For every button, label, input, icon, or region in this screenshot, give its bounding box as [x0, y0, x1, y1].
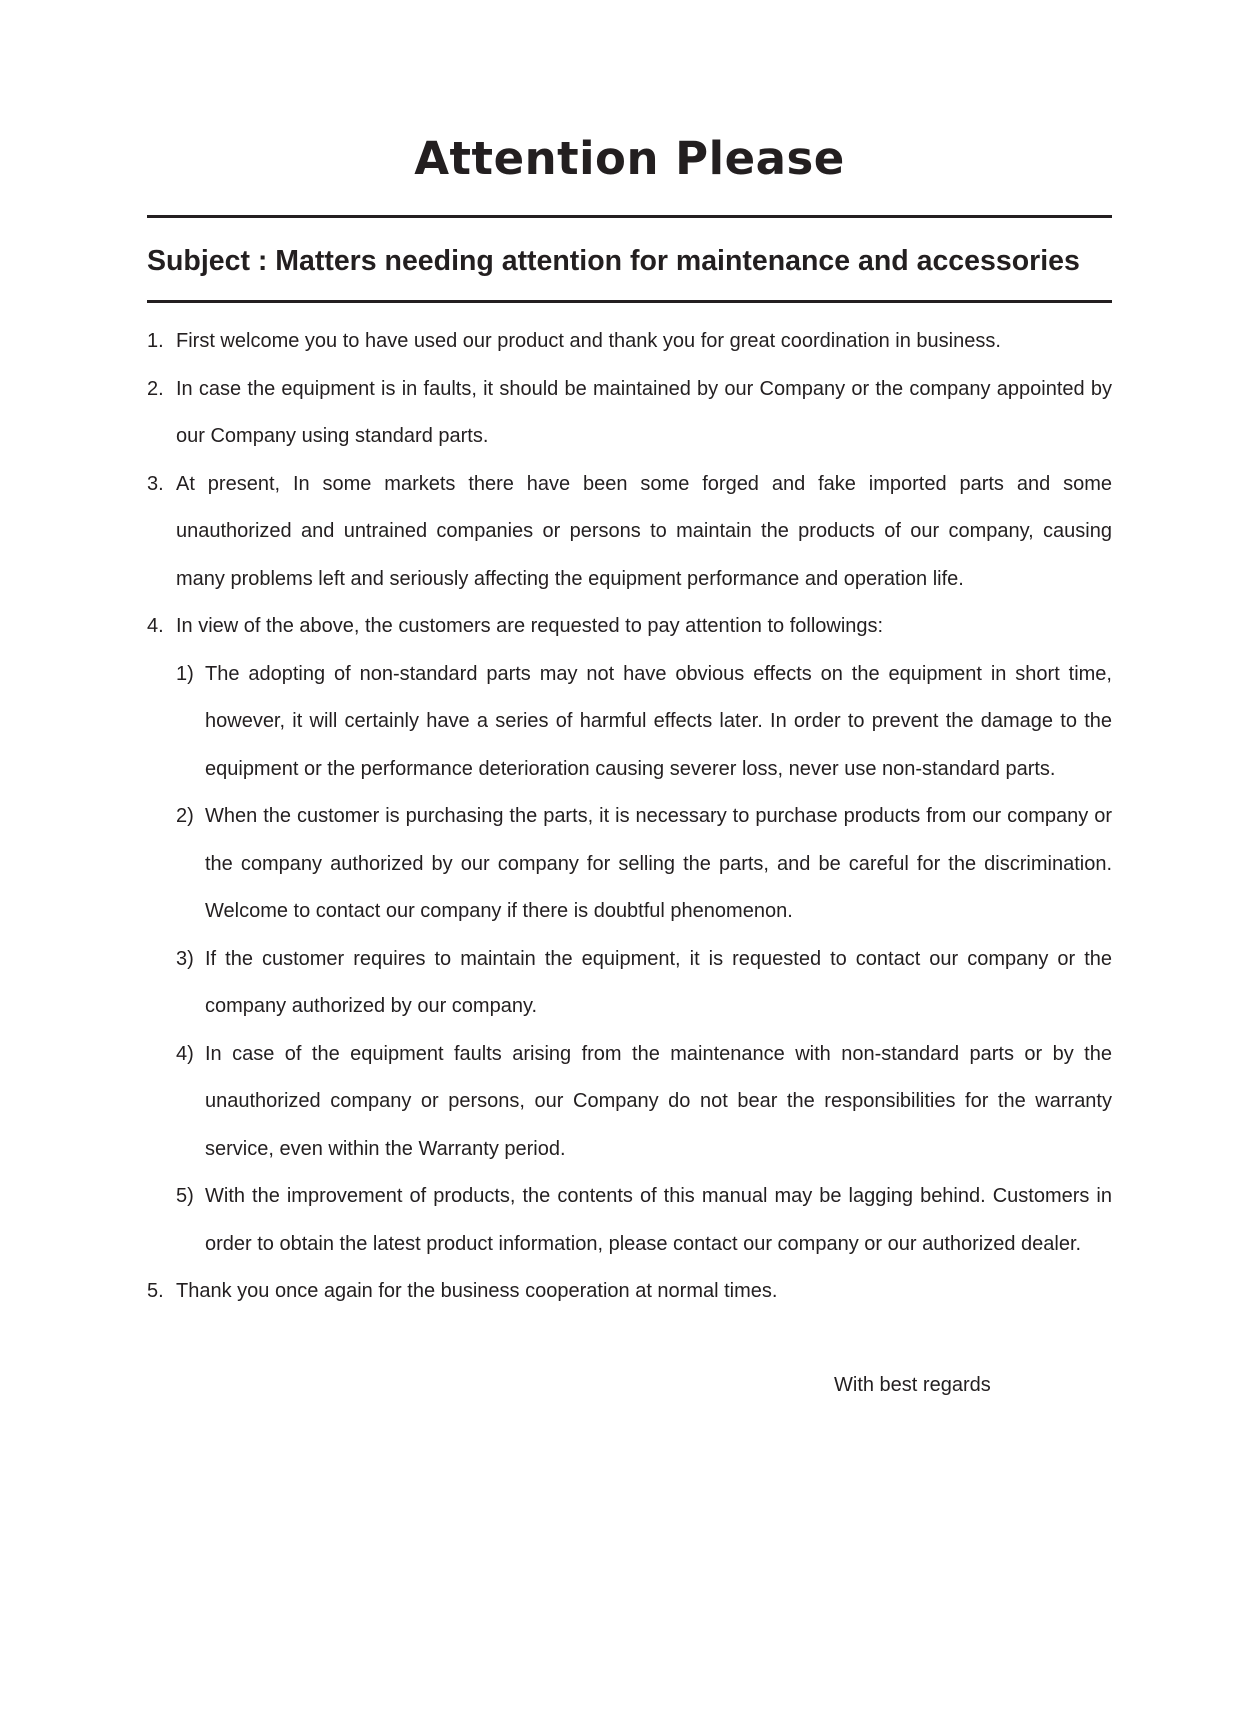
sub-item-number: 5) — [176, 1185, 194, 1207]
list-item-3 — [147, 461, 1112, 604]
sub-item-text: With the improvement of products, the contents of this manual may be lagging behind. Customers in order to obtain the latest product information, please contact our company or our authorized dealer. — [205, 1185, 1112, 1255]
sub-item-text: If the customer requires to maintain the equipment, it is requested to contact our company or the company authorized by our company. — [205, 947, 1112, 1017]
sub-item-text: The adopting of non-standard parts may not have obvious effects on the equipment in short time, however, it will certainly have a series of harmful effects later. In order to prevent the damage to the equipment or the performance deterioration causing severer loss, never use non-standard parts. — [205, 662, 1112, 780]
sub-item-5 — [147, 1173, 1112, 1268]
sub-item-number: 1) — [176, 662, 194, 685]
list-item-4 — [147, 603, 1112, 651]
list-item-number: 1. — [147, 330, 164, 352]
sub-item-4 — [147, 1031, 1112, 1174]
sub-item-number: 2) — [176, 805, 194, 827]
list-item-text: Thank you once again for the business cooperation at normal times. — [176, 1280, 778, 1302]
title-divider — [147, 215, 1112, 218]
sub-item-3 — [147, 936, 1112, 1031]
closing-signoff: With best regards — [834, 1374, 991, 1396]
list-item-text: In case the equipment is in faults, it should be maintained by our Company or the company appointed by our Company using standard parts. — [176, 377, 1112, 447]
list-item-2 — [147, 366, 1112, 461]
sub-item-1 — [147, 651, 1112, 794]
list-item-1 — [147, 318, 1112, 366]
notice-body — [147, 318, 1112, 1316]
sub-item-text: When the customer is purchasing the parts, it is necessary to purchase products from our company or the company authorized by our company for selling the parts, and be careful for the discrimination. Welcome to contact our company if there is doubtful phenomenon. — [205, 805, 1112, 922]
sub-item-number: 3) — [176, 947, 194, 970]
subject-heading: Subject : Matters needing attention for maintenance and accessories — [147, 245, 1080, 277]
sub-item-text: In case of the equipment faults arising from the maintenance with non-standard parts or by the unauthorized company or persons, our Company do not bear the responsibilities for the warranty service, even within the Warranty period. — [205, 1042, 1112, 1160]
list-item-number: 2. — [147, 377, 164, 400]
list-item-number: 4. — [147, 615, 164, 637]
page-title: Attention Please — [414, 132, 845, 185]
subject-divider — [147, 300, 1112, 303]
list-item-number: 5. — [147, 1280, 164, 1302]
list-item-number: 3. — [147, 472, 164, 495]
list-item-text: In view of the above, the customers are requested to pay attention to followings: — [176, 615, 884, 637]
list-item-text: First welcome you to have used our product and thank you for great coordination in business. — [176, 330, 1001, 352]
sub-item-2 — [147, 793, 1112, 936]
list-item-text: At present, In some markets there have been some forged and fake imported parts and some unauthorized and untrained companies or persons to maintain the products of our company, causing many problems left and seriously affecting the equipment performance and operation life. — [176, 472, 1112, 590]
list-item-5 — [147, 1268, 1112, 1316]
sub-item-number: 4) — [176, 1042, 194, 1065]
